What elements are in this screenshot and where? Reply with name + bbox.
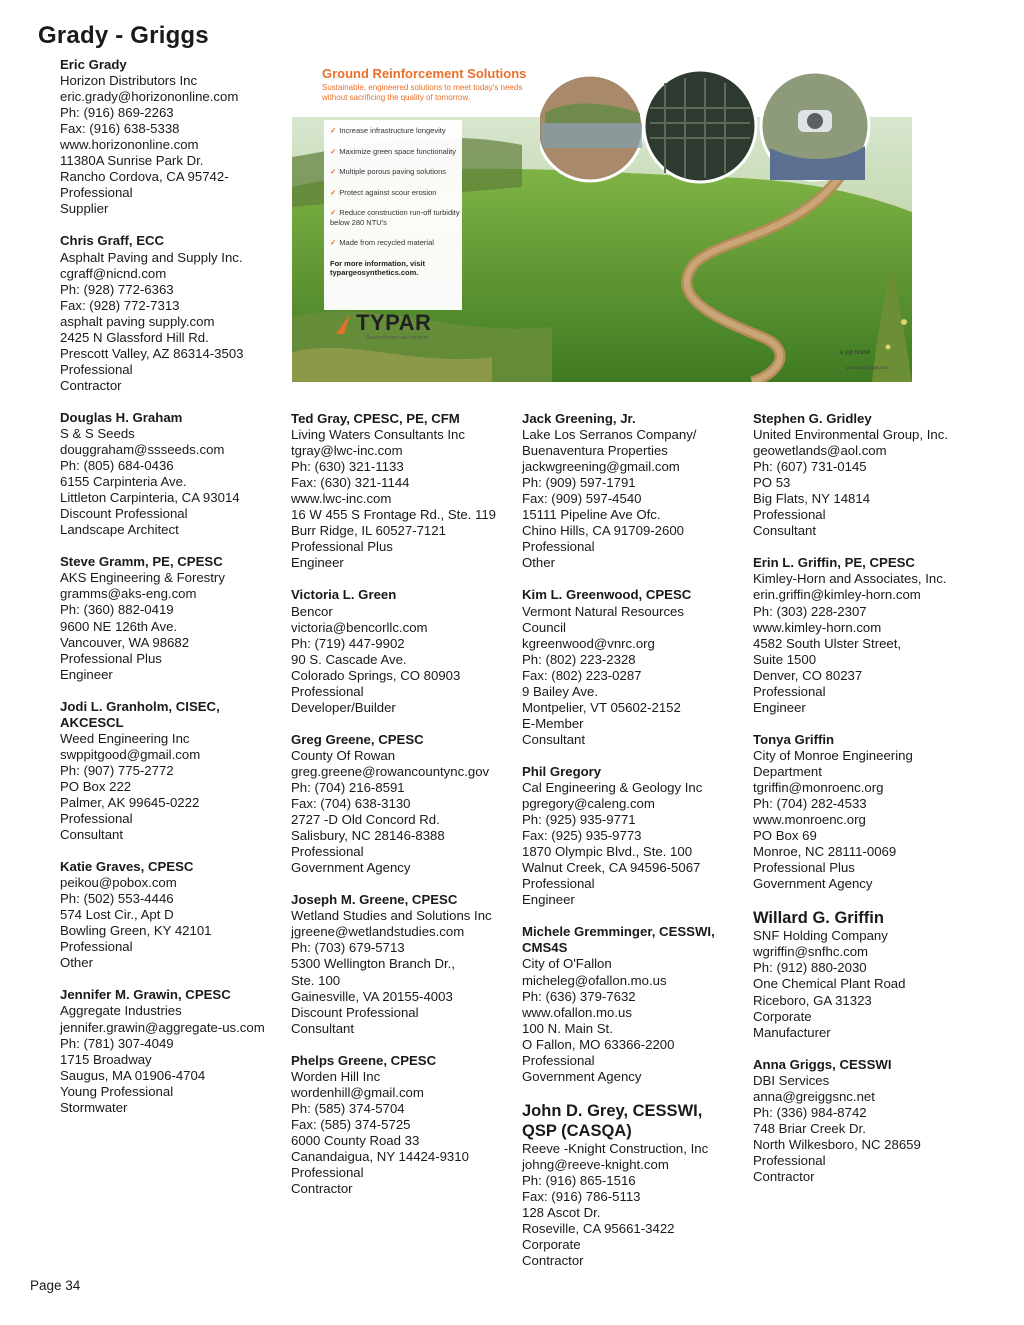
member-detail: Professional — [291, 1165, 364, 1181]
member-name: Douglas H. Graham — [60, 409, 183, 425]
member-detail: Montpelier, VT 05602-2152 — [522, 699, 681, 715]
member-email[interactable]: jackwgreening@gmail.com — [522, 459, 680, 475]
member-detail: Ph: (916) 869-2263 — [60, 105, 174, 121]
typar-logo — [334, 310, 454, 346]
member-name: Eric Grady — [60, 57, 127, 72]
member-detail: Ph: (909) 597-1791 — [522, 475, 636, 491]
member-name: AKCESCL — [60, 714, 124, 730]
member-detail: Discount Professional — [291, 1004, 419, 1020]
member-detail: Reeve -Knight Construction, Inc — [522, 1140, 709, 1156]
member-detail: City of O'Fallon — [522, 956, 612, 972]
member-detail: Vermont Natural Resources — [522, 603, 684, 619]
member-detail: Weed Engineering Inc — [60, 730, 190, 746]
checkmark-icon: ✓ — [330, 146, 337, 156]
member-website[interactable]: www.kimley-horn.com — [753, 619, 882, 635]
member-detail: Vancouver, WA 98682 — [60, 634, 190, 650]
member-name: Anna Griggs, CESSWI — [753, 1056, 892, 1072]
member-detail: Fax: (585) 374-5725 — [291, 1116, 411, 1132]
member-detail: Professional — [753, 683, 826, 699]
member-detail: 15111 Pipeline Ave Ofc. — [522, 507, 661, 523]
member-detail: 4582 South Ulster Street, — [753, 635, 902, 651]
member-detail: Contractor — [60, 377, 122, 393]
checkmark-icon: ✓ — [330, 167, 337, 176]
member-detail: Ph: (925) 935-9771 — [522, 812, 636, 828]
member-name: QSP (CASQA) — [522, 1121, 632, 1140]
member-detail: Riceboro, GA 31323 — [753, 992, 872, 1008]
member-detail: Supplier — [60, 201, 109, 217]
member-detail: Fax: (925) 935-9773 — [522, 828, 642, 844]
member-detail: 100 N. Main St. — [522, 1020, 613, 1036]
member-detail: Landscape Architect — [60, 522, 179, 538]
member-detail: Professional Plus — [291, 539, 393, 555]
member-entry — [753, 732, 983, 892]
member-entry — [60, 57, 290, 217]
member-detail: DBI Services — [753, 1072, 830, 1088]
member-detail: Living Waters Consultants Inc — [291, 427, 465, 443]
ad-more-info: For more information, visit typargeosynthetics.com. — [330, 259, 462, 278]
member-detail: Ph: (928) 772-6363 — [60, 281, 174, 297]
member-name: Stephen G. Gridley — [753, 411, 872, 426]
member-name: Phil Gregory — [522, 763, 602, 779]
member-name: Katie Graves, CPESC — [60, 859, 194, 875]
member-detail: Ph: (719) 447-9902 — [291, 635, 405, 651]
ad-bullet: ✓ Protect against scour erosion — [330, 187, 437, 197]
member-detail: One Chemical Plant Road — [753, 976, 906, 992]
member-detail: Ph: (360) 882-0419 — [60, 602, 174, 618]
member-detail: 5300 Wellington Branch Dr., — [291, 956, 455, 972]
member-entry — [291, 411, 521, 571]
member-detail: PO Box 222 — [60, 778, 132, 794]
ad-title: Ground Reinforcement Solutions — [322, 66, 527, 81]
member-entry — [291, 892, 521, 1036]
member-entry — [60, 859, 290, 971]
member-email[interactable]: wordenhill@gmail.com — [291, 1084, 424, 1100]
page-title: Grady - Griggs — [38, 22, 209, 49]
checkmark-icon: ✓ — [330, 208, 337, 217]
checkmark-icon: ✓ — [330, 187, 337, 197]
member-email[interactable]: micheleg@ofallon.mo.us — [522, 972, 667, 988]
member-email[interactable]: tgriffin@monroenc.org — [753, 779, 884, 795]
member-detail: Littleton Carpinteria, CA 93014 — [60, 490, 240, 506]
member-detail: Corporate — [522, 1237, 581, 1253]
member-entry — [522, 924, 752, 1084]
member-detail: Contractor — [291, 1181, 353, 1197]
ad-website-link[interactable]: typargeosynthetics.com. — [330, 268, 419, 277]
member-detail: Gainesville, VA 20155-4003 — [291, 988, 453, 1004]
member-detail: Monroe, NC 28111-0069 — [753, 844, 897, 860]
member-detail: Denver, CO 80237 — [753, 667, 863, 683]
member-detail: 1870 Olympic Blvd., Ste. 100 — [522, 844, 693, 860]
member-entry — [522, 411, 752, 571]
member-detail: Ph: (704) 282-4533 — [753, 796, 867, 812]
member-detail: Ph: (630) 321-1133 — [291, 459, 404, 475]
member-detail: Prescott Valley, AZ 86314-3503 — [60, 345, 244, 361]
member-entry — [291, 587, 521, 715]
member-name: Erin L. Griffin, PE, CPESC — [753, 555, 915, 571]
member-detail: Ph: (781) 307-4049 — [60, 1035, 174, 1051]
member-detail: Ste. 100 — [291, 972, 341, 988]
member-detail: Consultant — [291, 1020, 355, 1036]
member-detail: 16 W 455 S Frontage Rd., Ste. 119 — [291, 507, 497, 523]
member-detail: Government Agency — [753, 876, 873, 892]
member-detail: Bencor — [291, 603, 333, 619]
member-detail: Professional Plus — [60, 650, 162, 666]
member-name: Tonya Griffin — [753, 731, 835, 747]
member-detail: Ph: (704) 216-8591 — [291, 779, 405, 795]
member-detail: City of Monroe Engineering — [753, 747, 913, 763]
member-detail: Ph: (636) 379-7632 — [522, 988, 636, 1004]
member-detail: Professional — [291, 683, 364, 699]
member-detail: Cal Engineering & Geology Inc — [522, 779, 703, 795]
member-name: Victoria L. Green — [291, 587, 397, 603]
member-name: Kim L. Greenwood, CPESC — [522, 587, 692, 603]
member-detail: Palmer, AK 99645-0222 — [60, 794, 200, 810]
member-email[interactable]: pgregory@caleng.com — [522, 796, 655, 812]
member-detail: United Environmental Group, Inc. — [753, 427, 948, 443]
member-detail: Government Agency — [522, 1068, 642, 1084]
member-detail: 574 Lost Cir., Apt D — [60, 907, 174, 923]
member-detail: Canandaigua, NY 14424-9310 — [291, 1148, 469, 1164]
member-detail: Ph: (802) 223-2328 — [522, 651, 636, 667]
member-name: John D. Grey, CESSWI, — [522, 1101, 703, 1120]
typar-brand: TYPAR — [356, 310, 432, 335]
member-detail: PO Box 69 — [753, 828, 817, 844]
member-detail: 2727 -D Old Concord Rd. — [291, 812, 440, 828]
member-detail: 128 Ascot Dr. — [522, 1205, 601, 1221]
directory-column-4 — [753, 411, 983, 1201]
member-detail: Buenaventura Properties — [522, 443, 668, 459]
member-detail: Consultant — [60, 827, 124, 843]
member-entry — [60, 233, 290, 393]
member-detail: Ph: (703) 679-5713 — [291, 940, 405, 956]
member-name: Jennifer M. Grawin, CPESC — [60, 987, 231, 1003]
member-detail: SNF Holding Company — [753, 928, 888, 944]
member-email[interactable]: douggraham@ssseeds.com — [60, 442, 225, 458]
member-name: CMS4S — [522, 940, 568, 956]
advertisement — [292, 60, 912, 382]
member-detail: Wetland Studies and Solutions Inc — [291, 908, 492, 924]
pgi-email: geo.sales@pgiw.com — [846, 365, 889, 370]
member-detail: 6000 County Road 33 — [291, 1132, 420, 1148]
member-email[interactable]: wgriffin@snfhc.com — [753, 944, 869, 960]
member-detail: Fax: (630) 321-1144 — [291, 475, 410, 491]
member-detail: Government Agency — [291, 860, 411, 876]
member-detail: Kimley-Horn and Associates, Inc. — [753, 571, 947, 587]
member-entry — [60, 987, 290, 1115]
member-email[interactable]: gramms@aks-eng.com — [60, 586, 197, 602]
member-detail: Ph: (916) 865-1516 — [522, 1172, 636, 1188]
member-detail: Ph: (303) 228-2307 — [753, 603, 867, 619]
member-detail: Consultant — [522, 731, 586, 747]
ad-bullet: ✓ Reduce construction run-off turbidity below 280 NTU's — [330, 208, 460, 227]
member-detail: Aggregate Industries — [60, 1003, 182, 1019]
member-detail: Developer/Builder — [291, 699, 396, 715]
member-email[interactable]: geowetlands@aol.com — [753, 443, 887, 459]
member-entry — [60, 699, 290, 843]
member-name: Greg Greene, CPESC — [291, 731, 424, 747]
member-detail: Fax: (916) 638-5338 — [60, 121, 180, 137]
member-detail: Saugus, MA 01906-4704 — [60, 1067, 206, 1083]
member-detail: Fax: (802) 223-0287 — [522, 667, 642, 683]
ad-bullet: ✓ Increase infrastructure longevity — [330, 126, 446, 135]
member-detail: Roseville, CA 95661-3422 — [522, 1221, 675, 1237]
ad-bullet: ✓ Maximize green space functionality — [330, 146, 457, 156]
member-detail: Professional — [753, 507, 826, 523]
member-detail: Professional — [60, 811, 133, 827]
member-email[interactable]: cgraff@nicnd.com — [60, 265, 167, 281]
member-detail: Fax: (909) 597-4540 — [522, 491, 642, 507]
member-detail: Department — [753, 763, 822, 779]
member-detail: Stormwater — [60, 1099, 128, 1115]
member-entry — [753, 908, 983, 1040]
member-detail: Young Professional — [60, 1083, 174, 1099]
member-detail: Professional — [522, 876, 595, 892]
member-detail: 9 Bailey Ave. — [522, 683, 599, 699]
member-detail: AKS Engineering & Forestry — [60, 570, 225, 586]
member-detail: Fax: (704) 638-3130 — [291, 796, 411, 812]
member-detail: Colorado Springs, CO 80903 — [291, 667, 461, 683]
member-email[interactable]: greg.greene@rowancountync.gov — [291, 763, 490, 779]
member-detail: Suite 1500 — [753, 651, 817, 667]
member-detail: Big Flats, NY 14814 — [753, 491, 871, 507]
member-name: Joseph M. Greene, CPESC — [291, 892, 458, 908]
member-email[interactable]: kgreenwood@vnrc.org — [522, 635, 655, 651]
member-name: Jodi L. Granholm, CISEC, — [60, 698, 220, 714]
member-detail: Professional — [60, 939, 133, 955]
member-entry — [753, 555, 983, 715]
member-entry — [60, 410, 290, 538]
member-entry — [291, 732, 521, 876]
member-website[interactable]: www.lwc-inc.com — [291, 491, 392, 507]
member-entry — [522, 764, 752, 908]
typar-triangle-icon — [334, 312, 354, 336]
checkmark-icon: ✓ — [330, 238, 337, 247]
member-detail: Fax: (928) 772-7313 — [60, 297, 180, 313]
member-name: Steve Gramm, PE, CPESC — [60, 554, 223, 570]
member-detail: Ph: (336) 984-8742 — [753, 1104, 867, 1120]
member-entry — [522, 1101, 752, 1269]
ad-bullet: ✓ Multiple porous paving solutions — [330, 167, 447, 176]
member-detail: Salisbury, NC 28146-8388 — [291, 828, 445, 844]
member-detail: Ph: (805) 684-0436 — [60, 458, 174, 474]
member-email[interactable]: swppitgood@gmail.com — [60, 746, 201, 762]
member-detail: Engineer — [753, 699, 806, 715]
member-detail: Discount Professional — [60, 506, 188, 522]
member-email[interactable]: peikou@pobox.com — [60, 875, 177, 891]
member-detail: County Of Rowan — [291, 747, 396, 763]
member-detail: Professional — [60, 361, 133, 377]
member-detail: Ph: (607) 731-0145 — [753, 459, 867, 475]
member-name: Ted Gray, CPESC, PE, CFM — [291, 411, 460, 426]
member-detail: 11380A Sunrise Park Dr. — [60, 153, 204, 169]
page-number: Page 34 — [30, 1278, 81, 1293]
member-entry — [291, 1053, 521, 1197]
member-detail: S & S Seeds — [60, 425, 135, 441]
ad-inset-photos — [540, 68, 910, 208]
member-detail: Professional — [753, 1152, 826, 1168]
directory-column-2 — [291, 411, 521, 1213]
member-email[interactable]: victoria@bencorllc.com — [291, 619, 428, 635]
member-detail: O Fallon, MO 63366-2200 — [522, 1036, 675, 1052]
member-detail: asphalt paving supply.com — [60, 313, 215, 329]
member-website[interactable]: www.ofallon.mo.us — [522, 1004, 632, 1020]
member-detail: Consultant — [753, 523, 817, 539]
member-detail: Contractor — [753, 1168, 815, 1184]
member-name: Jack Greening, Jr. — [522, 411, 636, 426]
member-entry — [753, 1057, 983, 1185]
member-detail: Council — [522, 619, 566, 635]
member-name: Phelps Greene, CPESC — [291, 1052, 437, 1068]
member-detail: Fax: (916) 786-5113 — [522, 1188, 641, 1204]
member-website[interactable]: www.horizononline.com — [60, 137, 199, 153]
member-detail: Chino Hills, CA 91709-2600 — [522, 523, 685, 539]
member-detail: Other — [522, 555, 555, 571]
directory-column-1 — [60, 57, 290, 1132]
member-detail: Professional Plus — [753, 860, 855, 876]
member-detail: 748 Briar Creek Dr. — [753, 1120, 866, 1136]
member-entry — [522, 587, 752, 747]
member-detail: Ph: (585) 374-5704 — [291, 1100, 405, 1116]
member-email[interactable]: tgray@lwc-inc.com — [291, 443, 403, 459]
member-detail: 1715 Broadway — [60, 1051, 152, 1067]
member-detail: 90 S. Cascade Ave. — [291, 651, 407, 667]
ad-feature-panel — [324, 120, 462, 310]
member-detail: Engineer — [60, 666, 113, 682]
ad-bullet-list — [330, 126, 462, 248]
member-email[interactable]: anna@greiggsnc.net — [753, 1088, 875, 1104]
member-entry — [753, 411, 983, 539]
member-email[interactable]: jennifer.grawin@aggregate-us.com — [60, 1019, 265, 1035]
member-detail: Ph: (907) 775-2772 — [60, 762, 174, 778]
member-detail: 2425 N Glassford Hill Rd. — [60, 329, 209, 345]
member-detail: Engineer — [522, 892, 575, 908]
member-detail: Rancho Cordova, CA 95742- — [60, 169, 229, 185]
pgi-brand: a pgi brand — [840, 350, 871, 356]
member-email[interactable]: eric.grady@horizononline.com — [60, 89, 239, 105]
typar-tagline: Geosynthetics you can trust — [366, 335, 428, 341]
member-detail: Burr Ridge, IL 60527-7121 — [291, 523, 446, 539]
member-name: Michele Gremminger, CESSWI, — [522, 924, 715, 940]
member-detail: Asphalt Paving and Supply Inc. — [60, 249, 243, 265]
member-email[interactable]: erin.griffin@kimley-horn.com — [753, 587, 921, 603]
member-detail: Horizon Distributors Inc — [60, 73, 198, 89]
member-detail: 9600 NE 126th Ave. — [60, 618, 178, 634]
member-name: Willard G. Griffin — [753, 909, 884, 928]
member-detail: Manufacturer — [753, 1024, 831, 1040]
member-entry — [60, 554, 290, 682]
member-detail: Professional — [522, 539, 595, 555]
member-detail: Lake Los Serranos Company/ — [522, 427, 697, 443]
member-name: Chris Graff, ECC — [60, 233, 165, 249]
ad-bullet: ✓ Made from recycled material — [330, 238, 434, 247]
member-detail: North Wilkesboro, NC 28659 — [753, 1136, 921, 1152]
member-detail: Professional — [291, 844, 364, 860]
member-detail: Contractor — [522, 1253, 584, 1269]
member-detail: Worden Hill Inc — [291, 1068, 381, 1084]
member-detail: Professional — [60, 185, 133, 201]
member-detail: Professional — [522, 1052, 595, 1068]
member-detail: Bowling Green, KY 42101 — [60, 923, 212, 939]
member-detail: Ph: (502) 553-4446 — [60, 891, 174, 907]
member-detail: Walnut Creek, CA 94596-5067 — [522, 860, 701, 876]
member-detail: 6155 Carpinteria Ave. — [60, 474, 187, 490]
member-detail: Other — [60, 955, 93, 971]
directory-column-3 — [522, 411, 752, 1285]
member-email[interactable]: jgreene@wetlandstudies.com — [291, 924, 465, 940]
member-email[interactable]: johng@reeve-knight.com — [522, 1156, 669, 1172]
member-detail: Engineer — [291, 555, 344, 571]
member-detail: Ph: (912) 880-2030 — [753, 960, 867, 976]
member-website[interactable]: www.monroenc.org — [753, 812, 866, 828]
checkmark-icon: ✓ — [330, 126, 337, 135]
member-detail: PO 53 — [753, 475, 791, 491]
member-detail: Corporate — [753, 1008, 812, 1024]
member-detail: E-Member — [522, 715, 584, 731]
ad-subtitle: Sustainable, engineered solutions to meet today's needs without sacrificing the quality of tomorrow. — [322, 83, 523, 102]
